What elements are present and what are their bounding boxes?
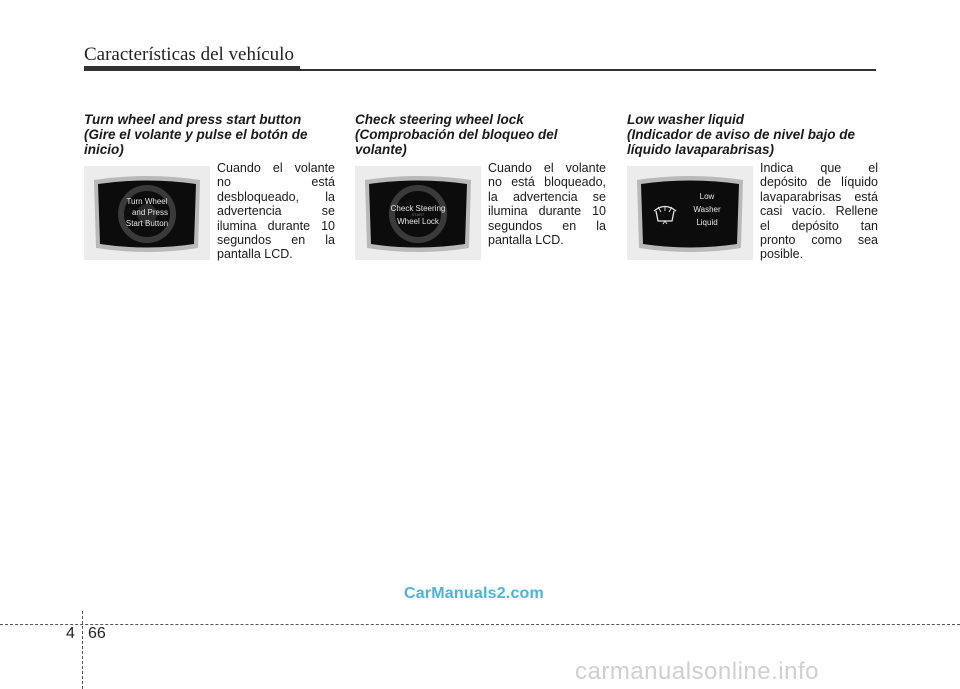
section-heading (355, 112, 607, 157)
page-number: 66 (88, 625, 106, 642)
section-body: Indica que el depósito de líquido lavaparabrisas está casi vacío. Rellene el depósito tan pronto como sea posible. (760, 161, 878, 262)
lcd-line: Start Button (125, 219, 169, 228)
lcd-line: Liquid (696, 218, 718, 227)
lcd-small-label: START (411, 212, 425, 217)
lcd-line: Washer (693, 205, 721, 214)
lcd-warning-image (355, 166, 481, 260)
section-body: Cuando el volante no está desbloqueado, la advertencia se ilumina durante 10 segundos en la pantalla LCD. (217, 161, 335, 262)
lcd-line: Turn Wheel (126, 197, 168, 206)
lcd-line: Check Steering (390, 204, 446, 213)
section-low-washer (627, 112, 879, 262)
header-title: Características del vehículo (84, 44, 294, 65)
site-watermark: carmanualsonline.info (575, 658, 819, 685)
header-rule-thin (300, 69, 876, 71)
lcd-line: Low (699, 192, 715, 201)
lcd-display (627, 166, 753, 260)
lcd-warning-image (84, 166, 210, 260)
heading-line: (Gire el volante y pulse el botón de (84, 127, 308, 142)
heading-line: inicio) (84, 142, 124, 157)
heading-line: (Indicador de aviso de nivel bajo de (627, 127, 856, 142)
watermark-link[interactable]: CarManuals2.com (404, 585, 544, 602)
heading-line: Check steering wheel lock (355, 112, 524, 127)
heading-line: Turn wheel and press start button (84, 112, 302, 127)
lcd-display (355, 166, 481, 260)
section-heading (84, 112, 336, 157)
lcd-line: and Press (131, 208, 169, 217)
lcd-display (84, 166, 210, 260)
heading-line: líquido lavaparabrisas) (627, 142, 775, 157)
heading-line: Low washer liquid (627, 112, 745, 127)
heading-line: volante) (355, 142, 407, 157)
section-heading (627, 112, 879, 157)
header-rule-thick (84, 66, 300, 71)
section-steering-lock (355, 112, 607, 248)
chapter-number: 4 (66, 625, 75, 642)
footer-rule (0, 624, 960, 625)
lcd-line: Wheel Lock (397, 217, 439, 226)
lcd-warning-image (627, 166, 753, 260)
footer-divider (82, 611, 83, 689)
section-turn-wheel (84, 112, 336, 262)
section-body: Cuando el volante no está bloqueado, la advertencia se ilumina durante 10 segundos en la pantalla LCD. (488, 161, 606, 248)
heading-line: (Comprobación del bloqueo del (355, 127, 558, 142)
